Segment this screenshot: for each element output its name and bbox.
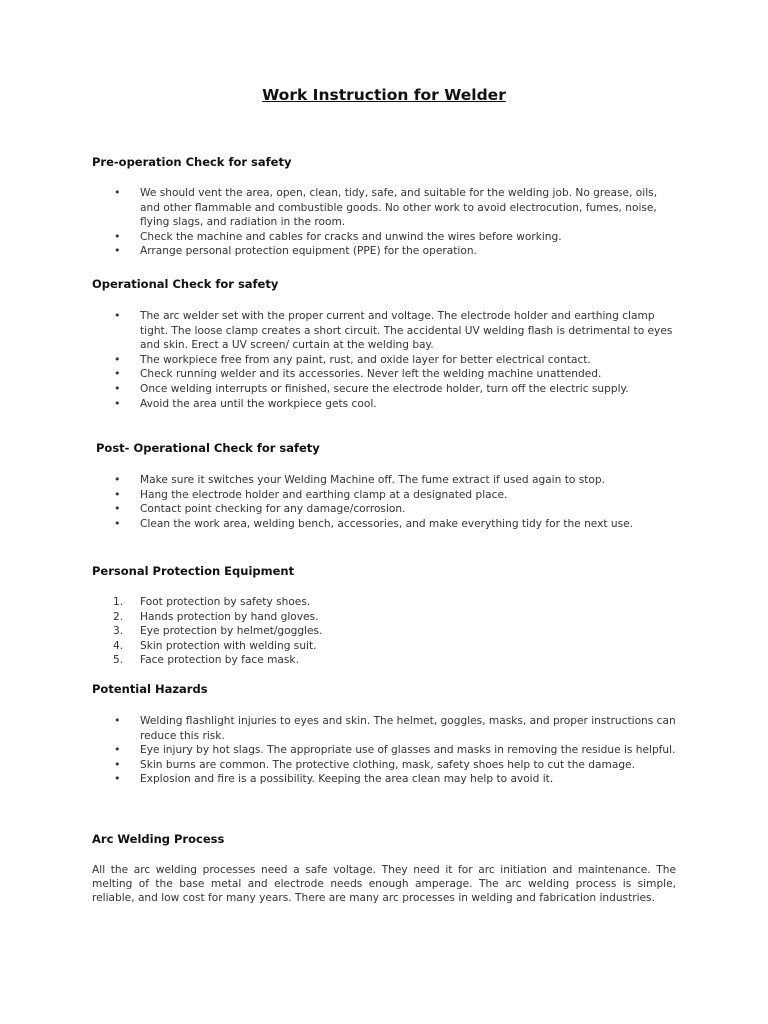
section-operational: [92, 277, 676, 411]
item-text: Skin protection with welding suit.: [140, 639, 317, 652]
section-heading: Pre-operation Check for safety: [92, 155, 292, 169]
list-item: [92, 610, 676, 625]
item-number: 3.: [113, 625, 124, 638]
item-text: Foot protection by safety shoes.: [140, 596, 311, 608]
list-item: • Skin burns are common. The protective clothing, mask, safety shoes help to cut the damage.: [92, 758, 676, 773]
section-heading: Arc Welding Process: [92, 832, 225, 846]
item-number: 2.: [113, 610, 124, 623]
list-item: • Hang the electrode holder and earthing clamp at a designated place.: [92, 488, 680, 503]
section-ppe: [92, 564, 676, 668]
section-heading: Post- Operational Check for safety: [96, 441, 320, 455]
list-item: [92, 639, 676, 654]
numbered-list: [92, 595, 676, 668]
bullet-list: [92, 714, 676, 787]
list-item: • Eye injury by hot slags. The appropriate use of glasses and masks in removing the residue is helpful.: [92, 743, 676, 758]
list-item: [92, 653, 676, 668]
list-item: • Explosion and fire is a possibility. Keeping the area clean may help to avoid it.: [92, 772, 676, 787]
item-text: Hands protection by hand gloves.: [140, 610, 319, 623]
list-item: • Welding flashlight injuries to eyes and skin. The helmet, goggles, masks, and proper instructions can reduce this risk.: [92, 714, 676, 743]
item-number: 4.: [113, 639, 124, 652]
section-heading: Personal Protection Equipment: [92, 564, 295, 578]
list-item: • Avoid the area until the workpiece gets cool.: [92, 397, 676, 412]
list-item: • Make sure it switches your Welding Machine off. The fume extract if used again to stop.: [92, 473, 680, 488]
section-pre-operation: [92, 155, 676, 259]
item-number: 5.: [113, 654, 124, 667]
item-number: 1.: [113, 596, 124, 608]
section-post-operational: [96, 441, 680, 531]
list-item: [92, 595, 676, 610]
list-item: • Once welding interrupts or finished, secure the electrode holder, turn off the electric supply.: [92, 382, 676, 397]
list-item: • Check running welder and its accessories. Never left the welding machine unattended.: [92, 367, 676, 382]
section-heading: Operational Check for safety: [92, 277, 279, 291]
bullet-list: [92, 473, 680, 531]
list-item: • Clean the work area, welding bench, accessories, and make everything tidy for the next use.: [92, 517, 680, 532]
list-item: [92, 624, 676, 639]
item-text: Face protection by face mask.: [140, 654, 299, 667]
bullet-list: [92, 309, 676, 411]
section-heading: Potential Hazards: [92, 682, 208, 696]
list-item: • The arc welder set with the proper current and voltage. The electrode holder and earthing clamp tight. The loose clamp creates a short circuit. The accidental UV welding flash is detrimental to eyes and skin. Erect a UV screen/ curtain at the welding bay.: [92, 309, 676, 353]
document-title: Work Instruction for Welder: [262, 86, 506, 104]
section-arc-welding-process: [92, 832, 676, 906]
item-text: Eye protection by helmet/goggles.: [140, 625, 323, 638]
section-paragraph: All the arc welding processes need a safe voltage. They need it for arc initiation and maintenance. The melting of the base metal and electrode needs enough amperage. The arc welding process is simple, reliable, and low cost for many years. There are many arc processes in welding and fabrication industries.: [92, 864, 676, 905]
list-item: • We should vent the area, open, clean, tidy, safe, and suitable for the welding job. No grease, oils, and other flammable and combustible goods. No other work to avoid electrocution, fumes, noise, flying slags, and radiation in the room.: [92, 186, 676, 230]
bullet-list: [92, 186, 676, 259]
list-item: • Arrange personal protection equipment (PPE) for the operation.: [92, 244, 676, 259]
list-item: • Check the machine and cables for cracks and unwind the wires before working.: [92, 230, 676, 245]
list-item: • The workpiece free from any paint, rust, and oxide layer for better electrical contact.: [92, 353, 676, 368]
list-item: • Contact point checking for any damage/corrosion.: [92, 502, 680, 517]
section-potential-hazards: [92, 682, 676, 787]
